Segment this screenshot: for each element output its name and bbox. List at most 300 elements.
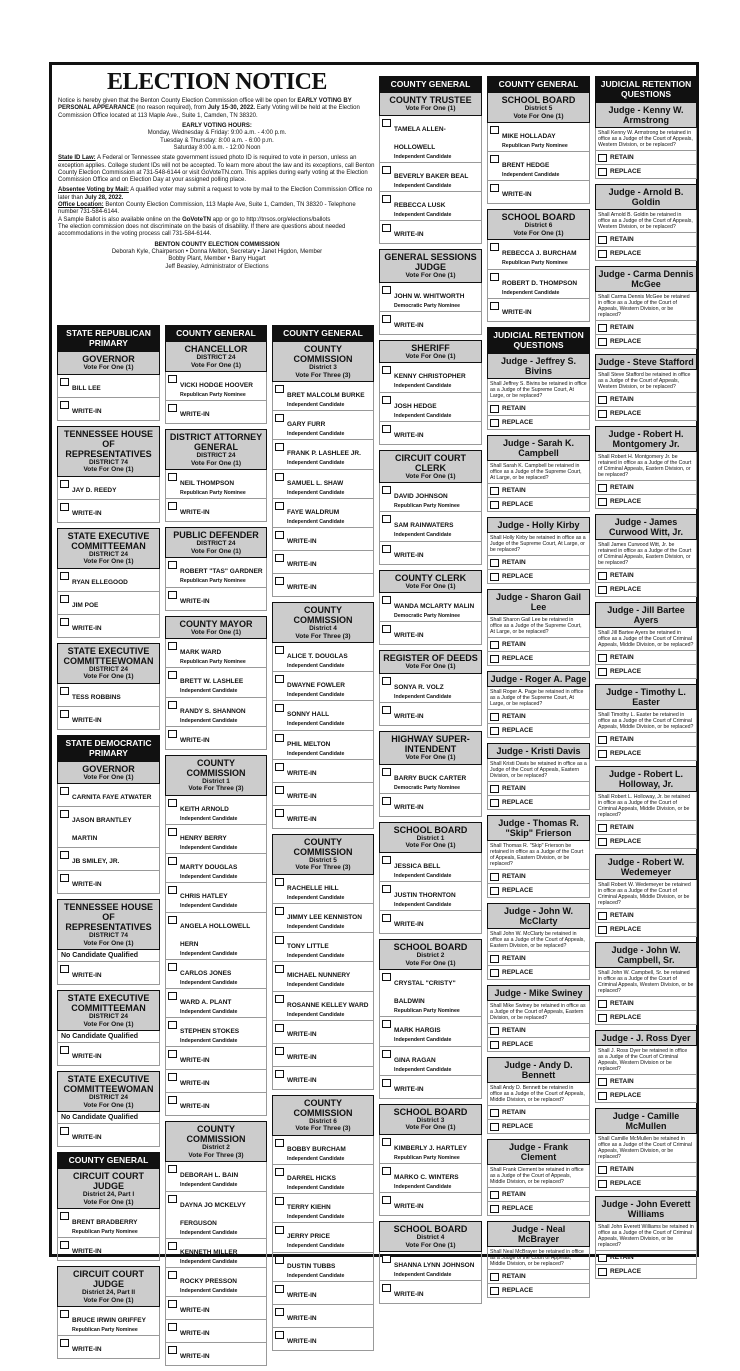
replace-option[interactable] (595, 665, 697, 679)
vote-checkbox[interactable] (382, 973, 391, 981)
candidate-option[interactable] (272, 1223, 374, 1252)
vote-checkbox[interactable] (598, 750, 607, 758)
candidate-option[interactable] (165, 883, 267, 912)
candidate-option[interactable] (165, 499, 267, 522)
candidate-option[interactable] (272, 933, 374, 962)
vote-checkbox[interactable] (382, 286, 391, 294)
candidate-option[interactable] (165, 960, 267, 989)
vote-checkbox[interactable] (490, 799, 499, 807)
candidate-option[interactable] (272, 1194, 374, 1223)
candidate-option[interactable] (379, 1047, 482, 1076)
candidate-option[interactable] (165, 1343, 267, 1366)
candidate-option[interactable] (379, 221, 482, 244)
candidate-option[interactable] (57, 784, 160, 807)
candidate-option[interactable] (57, 477, 160, 500)
vote-checkbox[interactable] (168, 404, 177, 412)
vote-checkbox[interactable] (490, 126, 499, 134)
vote-checkbox[interactable] (598, 654, 607, 662)
vote-checkbox[interactable] (490, 969, 499, 977)
vote-checkbox[interactable] (275, 907, 284, 915)
vote-checkbox[interactable] (598, 912, 607, 920)
retain-option[interactable] (595, 151, 697, 165)
vote-checkbox[interactable] (382, 885, 391, 893)
candidate-option[interactable] (379, 116, 482, 163)
candidate-option[interactable] (165, 1268, 267, 1297)
retain-option[interactable] (595, 821, 697, 835)
vote-checkbox[interactable] (60, 503, 69, 511)
vote-checkbox[interactable] (60, 851, 69, 859)
vote-checkbox[interactable] (60, 874, 69, 882)
candidate-option[interactable] (379, 703, 482, 726)
candidate-option[interactable] (57, 871, 160, 894)
vote-checkbox[interactable] (598, 838, 607, 846)
vote-checkbox[interactable] (598, 1014, 607, 1022)
candidate-option[interactable] (379, 163, 482, 192)
vote-checkbox[interactable] (598, 154, 607, 162)
retain-option[interactable] (595, 1163, 697, 1177)
vote-checkbox[interactable] (275, 1168, 284, 1176)
candidate-option[interactable] (379, 312, 482, 335)
vote-checkbox[interactable] (382, 315, 391, 323)
vote-checkbox[interactable] (598, 1078, 607, 1086)
candidate-option[interactable] (165, 1239, 267, 1268)
replace-option[interactable] (487, 1120, 590, 1134)
replace-option[interactable] (487, 1284, 590, 1298)
vote-checkbox[interactable] (598, 1092, 607, 1100)
candidate-option[interactable] (57, 1336, 160, 1359)
vote-checkbox[interactable] (598, 338, 607, 346)
vote-checkbox[interactable] (490, 655, 499, 663)
vote-checkbox[interactable] (382, 545, 391, 553)
candidate-option[interactable] (165, 639, 267, 668)
candidate-option[interactable] (57, 1209, 160, 1238)
replace-option[interactable] (487, 724, 590, 738)
candidate-option[interactable] (272, 499, 374, 528)
vote-checkbox[interactable] (382, 515, 391, 523)
vote-checkbox[interactable] (598, 1000, 607, 1008)
candidate-option[interactable] (272, 962, 374, 991)
candidate-option[interactable] (165, 825, 267, 854)
candidate-option[interactable] (379, 1076, 482, 1099)
vote-checkbox[interactable] (382, 596, 391, 604)
vote-checkbox[interactable] (275, 763, 284, 771)
retain-option[interactable] (487, 1188, 590, 1202)
candidate-option[interactable] (487, 270, 590, 299)
candidate-option[interactable] (57, 684, 160, 707)
vote-checkbox[interactable] (382, 1079, 391, 1087)
replace-option[interactable] (595, 335, 697, 349)
candidate-option[interactable] (379, 674, 482, 703)
candidate-option[interactable] (272, 643, 374, 672)
replace-option[interactable] (595, 835, 697, 849)
candidate-option[interactable] (272, 382, 374, 411)
vote-checkbox[interactable] (275, 502, 284, 510)
vote-checkbox[interactable] (60, 595, 69, 603)
vote-checkbox[interactable] (168, 671, 177, 679)
candidate-option[interactable] (379, 765, 482, 794)
vote-checkbox[interactable] (490, 873, 499, 881)
candidate-option[interactable] (379, 1281, 482, 1304)
vote-checkbox[interactable] (490, 419, 499, 427)
vote-checkbox[interactable] (490, 1287, 499, 1295)
vote-checkbox[interactable] (490, 243, 499, 251)
vote-checkbox[interactable] (275, 1070, 284, 1078)
vote-checkbox[interactable] (382, 706, 391, 714)
candidate-option[interactable] (379, 1164, 482, 1193)
vote-checkbox[interactable] (490, 1273, 499, 1281)
candidate-option[interactable] (165, 989, 267, 1018)
candidate-option[interactable] (379, 1252, 482, 1281)
vote-checkbox[interactable] (168, 916, 177, 924)
candidate-option[interactable] (165, 1047, 267, 1070)
vote-checkbox[interactable] (598, 236, 607, 244)
vote-checkbox[interactable] (275, 675, 284, 683)
vote-checkbox[interactable] (598, 168, 607, 176)
retain-option[interactable] (487, 710, 590, 724)
vote-checkbox[interactable] (60, 710, 69, 718)
vote-checkbox[interactable] (382, 195, 391, 203)
vote-checkbox[interactable] (168, 1195, 177, 1203)
candidate-option[interactable] (272, 1021, 374, 1044)
candidate-option[interactable] (379, 622, 482, 645)
candidate-option[interactable] (379, 422, 482, 445)
vote-checkbox[interactable] (168, 1073, 177, 1081)
vote-checkbox[interactable] (382, 1050, 391, 1058)
replace-option[interactable] (595, 407, 697, 421)
vote-checkbox[interactable] (275, 1331, 284, 1339)
vote-checkbox[interactable] (275, 385, 284, 393)
replace-option[interactable] (595, 923, 697, 937)
candidate-option[interactable] (272, 1044, 374, 1067)
vote-checkbox[interactable] (168, 1323, 177, 1331)
replace-option[interactable] (487, 1038, 590, 1052)
replace-option[interactable] (487, 570, 590, 584)
vote-checkbox[interactable] (60, 572, 69, 580)
vote-checkbox[interactable] (598, 324, 607, 332)
vote-checkbox[interactable] (382, 797, 391, 805)
vote-checkbox[interactable] (490, 405, 499, 413)
replace-option[interactable] (487, 416, 590, 430)
candidate-option[interactable] (165, 698, 267, 727)
candidate-option[interactable] (272, 1136, 374, 1165)
vote-checkbox[interactable] (275, 786, 284, 794)
retain-option[interactable] (595, 233, 697, 247)
candidate-option[interactable] (165, 401, 267, 424)
vote-checkbox[interactable] (490, 1027, 499, 1035)
candidate-option[interactable] (272, 551, 374, 574)
candidate-option[interactable] (272, 1328, 374, 1351)
vote-checkbox[interactable] (275, 1024, 284, 1032)
candidate-option[interactable] (165, 1162, 267, 1191)
candidate-option[interactable] (57, 807, 160, 848)
vote-checkbox[interactable] (168, 828, 177, 836)
candidate-option[interactable] (57, 500, 160, 523)
vote-checkbox[interactable] (490, 302, 499, 310)
candidate-option[interactable] (379, 1017, 482, 1046)
candidate-option[interactable] (272, 1282, 374, 1305)
candidate-option[interactable] (165, 1297, 267, 1320)
vote-checkbox[interactable] (598, 736, 607, 744)
candidate-option[interactable] (57, 848, 160, 871)
vote-checkbox[interactable] (168, 730, 177, 738)
vote-checkbox[interactable] (490, 713, 499, 721)
candidate-option[interactable] (379, 512, 482, 541)
vote-checkbox[interactable] (382, 366, 391, 374)
candidate-option[interactable] (487, 152, 590, 181)
vote-checkbox[interactable] (275, 1308, 284, 1316)
vote-checkbox[interactable] (275, 414, 284, 422)
retain-option[interactable] (487, 1024, 590, 1038)
vote-checkbox[interactable] (275, 1197, 284, 1205)
candidate-option[interactable] (57, 707, 160, 730)
vote-checkbox[interactable] (275, 995, 284, 1003)
vote-checkbox[interactable] (168, 375, 177, 383)
replace-option[interactable] (595, 495, 697, 509)
vote-checkbox[interactable] (382, 1167, 391, 1175)
candidate-option[interactable] (165, 588, 267, 611)
candidate-option[interactable] (272, 440, 374, 469)
candidate-option[interactable] (165, 796, 267, 825)
retain-option[interactable] (487, 870, 590, 884)
replace-option[interactable] (595, 1089, 697, 1103)
vote-checkbox[interactable] (490, 273, 499, 281)
vote-checkbox[interactable] (382, 119, 391, 127)
vote-checkbox[interactable] (275, 1285, 284, 1293)
retain-option[interactable] (595, 997, 697, 1011)
replace-option[interactable] (595, 583, 697, 597)
replace-option[interactable] (487, 884, 590, 898)
vote-checkbox[interactable] (275, 531, 284, 539)
vote-checkbox[interactable] (275, 646, 284, 654)
vote-checkbox[interactable] (490, 1109, 499, 1117)
vote-checkbox[interactable] (490, 184, 499, 192)
retain-option[interactable] (487, 1270, 590, 1284)
vote-checkbox[interactable] (490, 1041, 499, 1049)
candidate-option[interactable] (272, 992, 374, 1021)
replace-option[interactable] (487, 498, 590, 512)
vote-checkbox[interactable] (275, 936, 284, 944)
candidate-option[interactable] (272, 528, 374, 551)
candidate-option[interactable] (379, 1135, 482, 1164)
retain-option[interactable] (487, 638, 590, 652)
vote-checkbox[interactable] (60, 1241, 69, 1249)
candidate-option[interactable] (165, 1320, 267, 1343)
vote-checkbox[interactable] (168, 1165, 177, 1173)
vote-checkbox[interactable] (275, 1256, 284, 1264)
vote-checkbox[interactable] (598, 824, 607, 832)
candidate-option[interactable] (57, 375, 160, 398)
vote-checkbox[interactable] (60, 1127, 69, 1135)
candidate-option[interactable] (272, 875, 374, 904)
candidate-option[interactable] (57, 962, 160, 985)
vote-checkbox[interactable] (275, 734, 284, 742)
replace-option[interactable] (487, 796, 590, 810)
replace-option[interactable] (595, 1177, 697, 1191)
candidate-option[interactable] (272, 731, 374, 760)
vote-checkbox[interactable] (598, 498, 607, 506)
candidate-option[interactable] (165, 558, 267, 587)
retain-option[interactable] (595, 1075, 697, 1089)
vote-checkbox[interactable] (598, 1180, 607, 1188)
candidate-option[interactable] (272, 672, 374, 701)
candidate-option[interactable] (379, 853, 482, 882)
vote-checkbox[interactable] (490, 1205, 499, 1213)
vote-checkbox[interactable] (598, 586, 607, 594)
retain-option[interactable] (595, 733, 697, 747)
vote-checkbox[interactable] (382, 396, 391, 404)
replace-option[interactable] (595, 247, 697, 261)
retain-option[interactable] (487, 782, 590, 796)
vote-checkbox[interactable] (382, 1255, 391, 1263)
vote-checkbox[interactable] (598, 250, 607, 258)
vote-checkbox[interactable] (382, 224, 391, 232)
vote-checkbox[interactable] (168, 561, 177, 569)
vote-checkbox[interactable] (60, 1212, 69, 1220)
vote-checkbox[interactable] (168, 1050, 177, 1058)
candidate-option[interactable] (57, 1043, 160, 1066)
candidate-option[interactable] (165, 470, 267, 499)
replace-option[interactable] (595, 165, 697, 179)
candidate-option[interactable] (165, 854, 267, 883)
vote-checkbox[interactable] (382, 166, 391, 174)
candidate-option[interactable] (487, 181, 590, 204)
vote-checkbox[interactable] (60, 618, 69, 626)
retain-option[interactable] (595, 909, 697, 923)
candidate-option[interactable] (379, 542, 482, 565)
vote-checkbox[interactable] (275, 878, 284, 886)
retain-option[interactable] (487, 952, 590, 966)
replace-option[interactable] (595, 747, 697, 761)
vote-checkbox[interactable] (598, 410, 607, 418)
candidate-option[interactable] (379, 794, 482, 817)
vote-checkbox[interactable] (168, 857, 177, 865)
vote-checkbox[interactable] (382, 768, 391, 776)
retain-option[interactable] (595, 569, 697, 583)
candidate-option[interactable] (272, 701, 374, 730)
vote-checkbox[interactable] (168, 591, 177, 599)
retain-option[interactable] (487, 402, 590, 416)
vote-checkbox[interactable] (168, 1021, 177, 1029)
vote-checkbox[interactable] (490, 887, 499, 895)
candidate-option[interactable] (379, 593, 482, 622)
candidate-option[interactable] (272, 1067, 374, 1090)
vote-checkbox[interactable] (382, 1138, 391, 1146)
vote-checkbox[interactable] (598, 926, 607, 934)
candidate-option[interactable] (57, 398, 160, 421)
replace-option[interactable] (487, 1202, 590, 1216)
retain-option[interactable] (595, 321, 697, 335)
vote-checkbox[interactable] (168, 1300, 177, 1308)
vote-checkbox[interactable] (382, 856, 391, 864)
vote-checkbox[interactable] (60, 1339, 69, 1347)
candidate-option[interactable] (165, 1070, 267, 1093)
candidate-option[interactable] (165, 668, 267, 697)
vote-checkbox[interactable] (60, 810, 69, 818)
vote-checkbox[interactable] (490, 727, 499, 735)
vote-checkbox[interactable] (60, 378, 69, 386)
vote-checkbox[interactable] (275, 809, 284, 817)
candidate-option[interactable] (379, 970, 482, 1017)
vote-checkbox[interactable] (490, 559, 499, 567)
vote-checkbox[interactable] (382, 486, 391, 494)
vote-checkbox[interactable] (168, 1346, 177, 1354)
candidate-option[interactable] (165, 913, 267, 960)
vote-checkbox[interactable] (490, 501, 499, 509)
vote-checkbox[interactable] (60, 480, 69, 488)
retain-option[interactable] (595, 481, 697, 495)
vote-checkbox[interactable] (598, 484, 607, 492)
vote-checkbox[interactable] (168, 473, 177, 481)
vote-checkbox[interactable] (168, 642, 177, 650)
candidate-option[interactable] (487, 240, 590, 269)
vote-checkbox[interactable] (275, 1139, 284, 1147)
candidate-option[interactable] (57, 569, 160, 592)
vote-checkbox[interactable] (275, 965, 284, 973)
vote-checkbox[interactable] (168, 963, 177, 971)
candidate-option[interactable] (487, 123, 590, 152)
vote-checkbox[interactable] (60, 787, 69, 795)
candidate-option[interactable] (57, 592, 160, 615)
vote-checkbox[interactable] (598, 668, 607, 676)
candidate-option[interactable] (165, 1192, 267, 1239)
candidate-option[interactable] (57, 615, 160, 638)
vote-checkbox[interactable] (490, 155, 499, 163)
vote-checkbox[interactable] (168, 1096, 177, 1104)
vote-checkbox[interactable] (598, 1166, 607, 1174)
replace-option[interactable] (595, 1011, 697, 1025)
vote-checkbox[interactable] (598, 572, 607, 580)
vote-checkbox[interactable] (598, 396, 607, 404)
vote-checkbox[interactable] (490, 785, 499, 793)
vote-checkbox[interactable] (168, 1271, 177, 1279)
candidate-option[interactable] (272, 470, 374, 499)
vote-checkbox[interactable] (275, 1226, 284, 1234)
candidate-option[interactable] (272, 783, 374, 806)
vote-checkbox[interactable] (168, 701, 177, 709)
vote-checkbox[interactable] (275, 704, 284, 712)
candidate-option[interactable] (379, 192, 482, 221)
candidate-option[interactable] (165, 1093, 267, 1116)
vote-checkbox[interactable] (60, 401, 69, 409)
vote-checkbox[interactable] (382, 625, 391, 633)
replace-option[interactable] (595, 1265, 697, 1279)
vote-checkbox[interactable] (382, 914, 391, 922)
vote-checkbox[interactable] (168, 992, 177, 1000)
vote-checkbox[interactable] (275, 1047, 284, 1055)
candidate-option[interactable] (487, 299, 590, 322)
vote-checkbox[interactable] (598, 1268, 607, 1276)
vote-checkbox[interactable] (275, 577, 284, 585)
retain-option[interactable] (487, 484, 590, 498)
retain-option[interactable] (595, 651, 697, 665)
candidate-option[interactable] (379, 393, 482, 422)
candidate-option[interactable] (272, 411, 374, 440)
vote-checkbox[interactable] (490, 573, 499, 581)
candidate-option[interactable] (379, 483, 482, 512)
vote-checkbox[interactable] (490, 955, 499, 963)
candidate-option[interactable] (272, 806, 374, 829)
vote-checkbox[interactable] (490, 641, 499, 649)
vote-checkbox[interactable] (60, 1046, 69, 1054)
retain-option[interactable] (595, 1251, 697, 1265)
retain-option[interactable] (487, 556, 590, 570)
vote-checkbox[interactable] (275, 554, 284, 562)
retain-option[interactable] (487, 1106, 590, 1120)
candidate-option[interactable] (272, 1253, 374, 1282)
candidate-option[interactable] (272, 760, 374, 783)
vote-checkbox[interactable] (60, 687, 69, 695)
candidate-option[interactable] (379, 283, 482, 312)
